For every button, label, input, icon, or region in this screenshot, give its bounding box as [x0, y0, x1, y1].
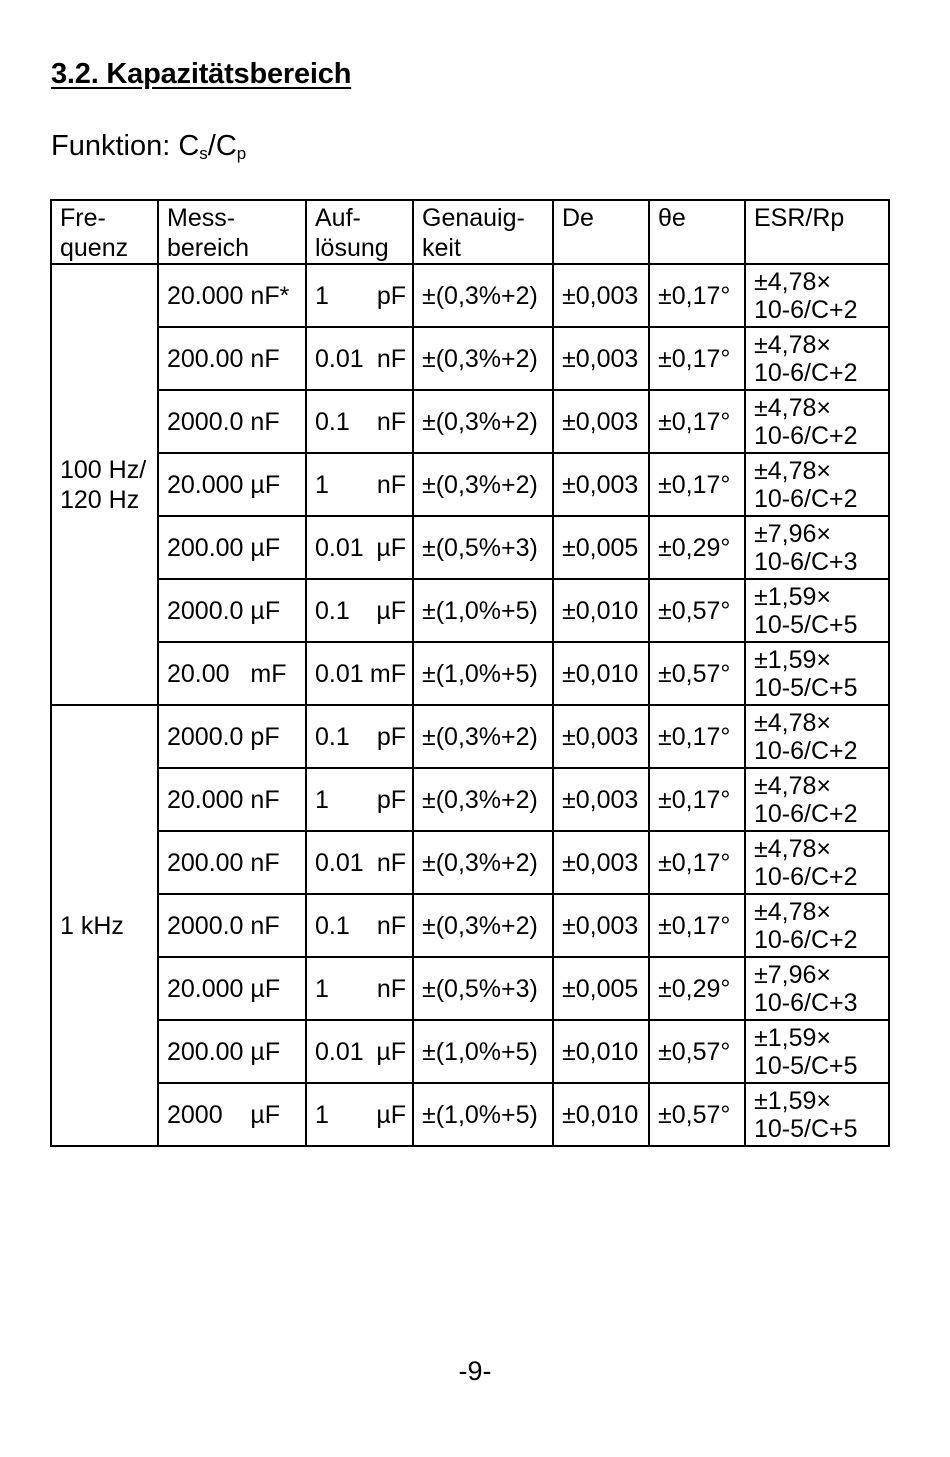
- resolution-unit: nF: [376, 974, 406, 1003]
- theta-cell: ±0,57°: [649, 579, 745, 642]
- esr-cell: [745, 894, 889, 957]
- range-cell: 200.00 µF: [158, 1020, 306, 1083]
- resolution-unit: nF: [376, 470, 406, 499]
- esr-line: 10-5/C+5: [754, 610, 858, 639]
- de-cell: ±0,010: [553, 579, 649, 642]
- esr-cell: [745, 390, 889, 453]
- resolution-unit: µF: [376, 596, 406, 625]
- resolution-value: [315, 785, 406, 815]
- resolution-value: [315, 596, 406, 626]
- esr-cell: [745, 327, 889, 390]
- header-line: Auf-: [315, 204, 361, 232]
- table-row: [51, 768, 889, 831]
- esr-cell: [745, 642, 889, 705]
- resolution-unit: nF: [376, 407, 406, 436]
- de-cell: ±0,005: [553, 957, 649, 1020]
- resolution-unit: nF: [376, 848, 406, 877]
- resolution-unit: pF: [376, 281, 406, 310]
- esr-cell: [745, 516, 889, 579]
- header-esr-rp: [745, 200, 889, 264]
- accuracy-cell: ±(1,0%+5): [413, 642, 553, 705]
- resolution-number: 0.1: [315, 911, 350, 940]
- theta-cell: ±0,17°: [649, 390, 745, 453]
- resolution-unit: pF: [376, 785, 406, 814]
- frequency-cell: [51, 705, 158, 1146]
- esr-line: 10-6/C+2: [754, 295, 858, 324]
- section-heading: 3.2. Kapazitätsbereich: [51, 58, 352, 90]
- header-line: quenz: [60, 234, 129, 262]
- table-row: [51, 516, 889, 579]
- de-cell: ±0,010: [553, 642, 649, 705]
- esr-line: 10-5/C+5: [754, 673, 858, 702]
- resolution-number: 1: [315, 1100, 329, 1129]
- resolution-number: 1: [315, 470, 329, 499]
- resolution-number: 0.01: [315, 533, 364, 562]
- table-row: [51, 264, 889, 327]
- range-cell: 2000.0 nF: [158, 894, 306, 957]
- resolution-cell: [306, 579, 413, 642]
- resolution-number: 0.01: [315, 848, 364, 877]
- header-row: [51, 200, 889, 264]
- de-cell: ±0,010: [553, 1020, 649, 1083]
- de-cell: ±0,003: [553, 705, 649, 768]
- esr-line: ±4,78×: [754, 456, 831, 485]
- header-line: Genauig-: [422, 204, 525, 232]
- header-line: Mess-: [167, 204, 236, 232]
- esr-line: 10-6/C+2: [754, 484, 858, 513]
- table-row: [51, 642, 889, 705]
- table-row: [51, 1083, 889, 1146]
- resolution-value: [315, 1037, 406, 1067]
- esr-line: 10-6/C+3: [754, 988, 858, 1017]
- table-body: [51, 200, 889, 1146]
- accuracy-cell: ±(1,0%+5): [413, 579, 553, 642]
- table-row: [51, 390, 889, 453]
- range-cell: 2000.0 pF: [158, 705, 306, 768]
- resolution-number: 0.01: [315, 1037, 364, 1066]
- resolution-unit: µF: [376, 533, 406, 562]
- resolution-unit: nF: [376, 911, 406, 940]
- accuracy-cell: ±(1,0%+5): [413, 1083, 553, 1146]
- theta-cell: ±0,57°: [649, 1083, 745, 1146]
- de-cell: ±0,003: [553, 390, 649, 453]
- theta-cell: ±0,17°: [649, 705, 745, 768]
- resolution-value: [315, 911, 406, 941]
- range-cell: 20.00 mF: [158, 642, 306, 705]
- esr-line: 10-6/C+3: [754, 547, 858, 576]
- function-separator: /C: [207, 130, 237, 162]
- range-cell: 20.000 µF: [158, 453, 306, 516]
- accuracy-cell: ±(0,5%+3): [413, 957, 553, 1020]
- esr-cell: [745, 1083, 889, 1146]
- header-accuracy: [413, 200, 553, 264]
- range-cell: 2000.0 nF: [158, 390, 306, 453]
- range-cell: 200.00 nF: [158, 327, 306, 390]
- resolution-value: [315, 1100, 406, 1130]
- accuracy-cell: ±(0,5%+3): [413, 516, 553, 579]
- esr-cell: [745, 705, 889, 768]
- esr-cell: [745, 831, 889, 894]
- resolution-number: 0.1: [315, 722, 350, 751]
- range-cell: 20.000 nF*: [158, 264, 306, 327]
- table-row: [51, 453, 889, 516]
- esr-line: 10-6/C+2: [754, 862, 858, 891]
- resolution-unit: µF: [376, 1037, 406, 1066]
- resolution-cell: [306, 768, 413, 831]
- capacitance-spec-table: [50, 199, 890, 1147]
- resolution-cell: [306, 831, 413, 894]
- header-line: θe: [658, 204, 686, 232]
- resolution-number: 0.1: [315, 407, 350, 436]
- range-cell: 2000 µF: [158, 1083, 306, 1146]
- range-cell: 20.000 nF: [158, 768, 306, 831]
- header-range: [158, 200, 306, 264]
- resolution-cell: [306, 1020, 413, 1083]
- range-cell: 20.000 µF: [158, 957, 306, 1020]
- esr-line: ±1,59×: [754, 1023, 831, 1052]
- header-line: lösung: [315, 234, 389, 262]
- resolution-cell: [306, 390, 413, 453]
- esr-line: ±4,78×: [754, 330, 831, 359]
- esr-line: ±4,78×: [754, 708, 831, 737]
- function-line: [51, 130, 246, 164]
- resolution-unit: µF: [376, 1100, 406, 1129]
- resolution-cell: [306, 516, 413, 579]
- resolution-cell: [306, 957, 413, 1020]
- esr-line: 10-6/C+2: [754, 421, 858, 450]
- table-row: [51, 957, 889, 1020]
- table-row: [51, 894, 889, 957]
- theta-cell: ±0,17°: [649, 453, 745, 516]
- frequency-line: 1 kHz: [60, 911, 124, 940]
- theta-cell: ±0,17°: [649, 768, 745, 831]
- function-label: Funktion: C: [51, 130, 200, 162]
- header-line: De: [562, 204, 594, 232]
- de-cell: ±0,003: [553, 831, 649, 894]
- resolution-number: 0.01: [315, 344, 364, 373]
- accuracy-cell: ±(0,3%+2): [413, 327, 553, 390]
- resolution-number: 1: [315, 785, 329, 814]
- theta-cell: ±0,57°: [649, 1020, 745, 1083]
- resolution-value: [315, 659, 406, 689]
- esr-line: 10-6/C+2: [754, 358, 858, 387]
- header-line: Fre-: [60, 204, 106, 232]
- esr-line: 10-6/C+2: [754, 925, 858, 954]
- esr-line: ±4,78×: [754, 393, 831, 422]
- theta-cell: ±0,57°: [649, 642, 745, 705]
- esr-cell: [745, 264, 889, 327]
- resolution-cell: [306, 327, 413, 390]
- accuracy-cell: ±(1,0%+5): [413, 1020, 553, 1083]
- resolution-cell: [306, 642, 413, 705]
- table-row: [51, 831, 889, 894]
- esr-line: 10-5/C+5: [754, 1114, 858, 1143]
- resolution-cell: [306, 1083, 413, 1146]
- frequency-line: 100 Hz/: [60, 455, 147, 484]
- esr-cell: [745, 957, 889, 1020]
- accuracy-cell: ±(0,3%+2): [413, 894, 553, 957]
- resolution-number: 0.01: [315, 659, 364, 688]
- resolution-value: [315, 533, 406, 563]
- resolution-unit: nF: [376, 344, 406, 373]
- accuracy-cell: ±(0,3%+2): [413, 390, 553, 453]
- frequency-cell: [51, 264, 158, 705]
- resolution-cell: [306, 894, 413, 957]
- de-cell: ±0,003: [553, 327, 649, 390]
- page-number: -9-: [458, 1356, 492, 1386]
- resolution-value: [315, 407, 406, 437]
- esr-line: ±4,78×: [754, 897, 831, 926]
- resolution-unit: mF: [369, 659, 406, 688]
- function-subscript-p: p: [236, 144, 247, 163]
- esr-line: ±7,96×: [754, 960, 831, 989]
- de-cell: ±0,003: [553, 768, 649, 831]
- esr-line: ±4,78×: [754, 771, 831, 800]
- range-cell: 2000.0 µF: [158, 579, 306, 642]
- esr-line: 10-6/C+2: [754, 736, 858, 765]
- resolution-unit: pF: [376, 722, 406, 751]
- accuracy-cell: ±(0,3%+2): [413, 264, 553, 327]
- esr-cell: [745, 1020, 889, 1083]
- de-cell: ±0,010: [553, 1083, 649, 1146]
- header-line: bereich: [167, 234, 249, 262]
- accuracy-cell: ±(0,3%+2): [413, 453, 553, 516]
- accuracy-cell: ±(0,3%+2): [413, 768, 553, 831]
- resolution-value: [315, 974, 406, 1004]
- table-row: [51, 327, 889, 390]
- de-cell: ±0,003: [553, 894, 649, 957]
- accuracy-cell: ±(0,3%+2): [413, 831, 553, 894]
- esr-line: ±1,59×: [754, 582, 831, 611]
- esr-line: 10-6/C+2: [754, 799, 858, 828]
- theta-cell: ±0,17°: [649, 327, 745, 390]
- header-resolution: [306, 200, 413, 264]
- header-de: [553, 200, 649, 264]
- header-line: keit: [422, 234, 461, 262]
- esr-cell: [745, 579, 889, 642]
- table-row: [51, 705, 889, 768]
- resolution-number: 0.1: [315, 596, 350, 625]
- header-frequency: [51, 200, 158, 264]
- header-line: ESR/Rp: [754, 204, 845, 232]
- de-cell: ±0,005: [553, 516, 649, 579]
- accuracy-cell: ±(0,3%+2): [413, 705, 553, 768]
- esr-line: ±1,59×: [754, 1086, 831, 1115]
- table-row: [51, 579, 889, 642]
- de-cell: ±0,003: [553, 264, 649, 327]
- table-row: [51, 1020, 889, 1083]
- resolution-value: [315, 470, 406, 500]
- theta-cell: ±0,29°: [649, 957, 745, 1020]
- resolution-cell: [306, 453, 413, 516]
- range-cell: 200.00 µF: [158, 516, 306, 579]
- resolution-number: 1: [315, 281, 329, 310]
- resolution-value: [315, 344, 406, 374]
- esr-cell: [745, 768, 889, 831]
- range-cell: 200.00 nF: [158, 831, 306, 894]
- resolution-cell: [306, 264, 413, 327]
- frequency-line: 120 Hz: [60, 485, 140, 514]
- resolution-cell: [306, 705, 413, 768]
- esr-line: 10-5/C+5: [754, 1051, 858, 1080]
- esr-line: ±7,96×: [754, 519, 831, 548]
- resolution-value: [315, 848, 406, 878]
- resolution-value: [315, 281, 406, 311]
- esr-line: ±1,59×: [754, 645, 831, 674]
- function-subscript-s: s: [199, 144, 208, 163]
- resolution-value: [315, 722, 406, 752]
- theta-cell: ±0,17°: [649, 831, 745, 894]
- theta-cell: ±0,17°: [649, 264, 745, 327]
- de-cell: ±0,003: [553, 453, 649, 516]
- esr-line: ±4,78×: [754, 834, 831, 863]
- theta-cell: ±0,29°: [649, 516, 745, 579]
- esr-cell: [745, 453, 889, 516]
- resolution-number: 1: [315, 974, 329, 1003]
- theta-cell: ±0,17°: [649, 894, 745, 957]
- header-theta: [649, 200, 745, 264]
- esr-line: ±4,78×: [754, 267, 831, 296]
